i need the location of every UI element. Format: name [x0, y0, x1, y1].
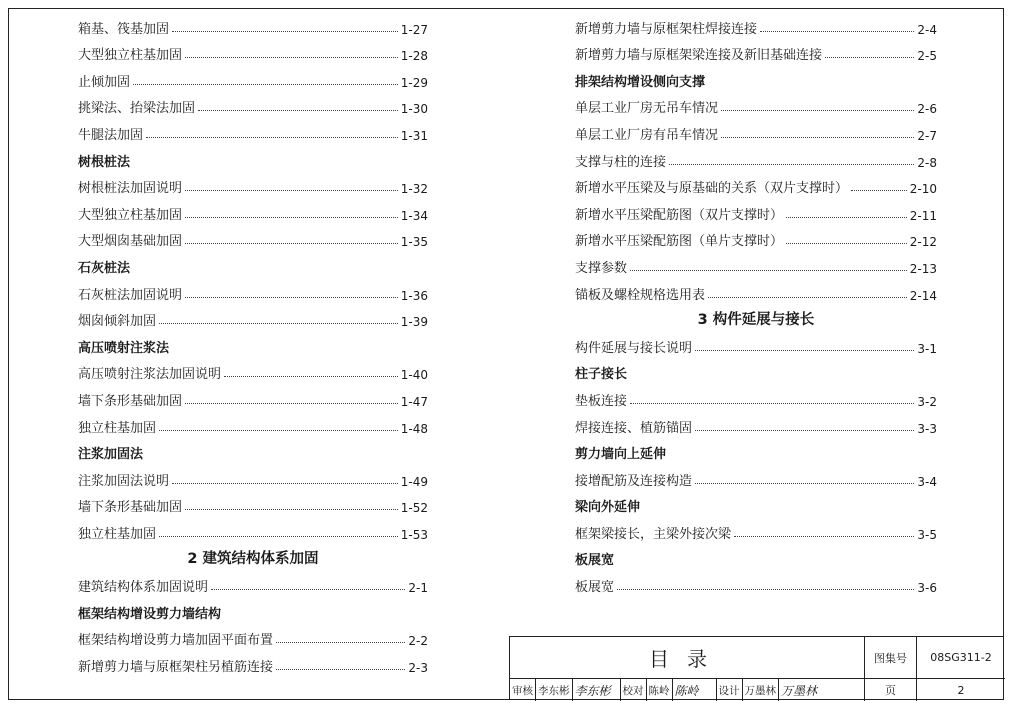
toc-entry-page: 1-34 — [400, 208, 428, 223]
toc-entry — [575, 515, 937, 542]
signature-row — [510, 679, 865, 701]
toc-entry-title: 建筑结构体系加固说明 — [78, 580, 209, 596]
toc-entry — [575, 462, 937, 489]
toc-entry — [575, 37, 937, 64]
dot-leader — [695, 350, 914, 351]
title-block — [509, 636, 1004, 700]
toc-entry-title: 支撑与柱的连接 — [575, 154, 667, 170]
toc-entry — [575, 116, 937, 143]
dot-leader — [708, 297, 907, 298]
toc-entry — [575, 568, 937, 595]
toc-entry — [575, 409, 937, 436]
toc-entry-title: 垫板连接 — [575, 393, 628, 409]
toc-entry-page: 2-2 — [408, 634, 428, 649]
toc-entry-page: 1-31 — [400, 128, 428, 143]
reviewer-signature: 李东彬 — [573, 679, 621, 701]
designer-name: 万墨林 — [743, 679, 780, 701]
toc-section-heading: 梁向外延伸 — [575, 500, 641, 516]
toc-entry-page: 2-10 — [909, 182, 937, 197]
dot-leader — [146, 137, 398, 138]
toc-entry-title: 新增水平压梁及与原基础的关系（双片支撑时） — [575, 181, 849, 197]
toc-entry — [78, 170, 428, 197]
toc-entry-page: 2-12 — [909, 235, 937, 250]
toc-section-heading: 柱子接长 — [575, 367, 628, 383]
toc-entry-page: 2-13 — [909, 261, 937, 276]
toc-entry-page: 1-35 — [400, 235, 428, 250]
title-block-title: 目录 — [510, 637, 865, 679]
dot-leader — [734, 536, 914, 537]
toc-entry — [78, 63, 428, 90]
toc-chapter-title: 3 构件延展与接长 — [697, 312, 815, 329]
toc-entry-page: 1-39 — [400, 315, 428, 330]
dot-leader — [630, 270, 907, 271]
toc-entry — [575, 329, 937, 356]
dot-leader — [276, 669, 405, 670]
toc-entry-page: 2-5 — [917, 49, 937, 64]
toc-entry-title: 大型烟囱基础加固 — [78, 234, 183, 250]
toc-section-heading: 注浆加固法 — [78, 447, 144, 463]
toc-entry-page: 2-1 — [408, 581, 428, 596]
dot-leader — [185, 217, 398, 218]
dot-leader — [198, 110, 398, 111]
toc-entry-page: 1-27 — [400, 22, 428, 37]
toc-entry — [78, 196, 428, 223]
checker-signature: 陈岭 — [673, 679, 717, 701]
dot-leader — [159, 536, 398, 537]
toc-section-heading: 树根桩法 — [78, 154, 131, 170]
toc-entry-page: 1-52 — [400, 501, 428, 516]
reviewer-label: 审核 — [510, 679, 536, 701]
toc-entry-title: 大型独立柱基加固 — [78, 48, 183, 64]
reviewer-name: 李东彬 — [536, 679, 573, 701]
toc-entry-page: 1-40 — [400, 368, 428, 383]
toc-entry-title: 框架结构增设剪力墙加固平面布置 — [78, 633, 274, 649]
toc-entry-title: 单层工业厂房无吊车情况 — [575, 101, 719, 117]
toc-entry-title: 箱基、筏基加固 — [78, 21, 170, 37]
toc-entry-page: 1-30 — [400, 102, 428, 117]
toc-entry-title: 构件延展与接长说明 — [575, 340, 693, 356]
page-label: 页 — [865, 679, 917, 701]
page-number: 2 — [957, 683, 965, 697]
dot-leader — [172, 31, 398, 32]
toc-entry-page: 1-47 — [400, 394, 428, 409]
toc-entry-title: 注浆加固法说明 — [78, 473, 170, 489]
toc-entry — [78, 276, 428, 303]
toc-section-heading: 框架结构增设剪力墙结构 — [78, 606, 222, 622]
toc-entry-title: 框架梁接长，主梁外接次梁 — [575, 526, 732, 542]
toc-entry — [78, 462, 428, 489]
toc-entry-title: 高压喷射注浆法加固说明 — [78, 367, 222, 383]
dot-leader — [721, 110, 914, 111]
toc-entry — [78, 648, 428, 675]
toc-entry-title: 单层工业厂房有吊车情况 — [575, 127, 719, 143]
toc-section-heading: 石灰桩法 — [78, 260, 131, 276]
checker-label: 校对 — [621, 679, 647, 701]
toc-entry — [78, 382, 428, 409]
dot-leader — [185, 243, 398, 244]
dot-leader — [760, 31, 914, 32]
toc-entry — [78, 116, 428, 143]
toc-entry-title: 烟囱倾斜加固 — [78, 314, 157, 330]
toc-section-heading: 剪力墙向上延伸 — [575, 447, 667, 463]
toc-entry — [575, 276, 937, 303]
toc-section-heading: 板展宽 — [575, 553, 615, 569]
toc-entry-page: 2-14 — [909, 288, 937, 303]
toc-entry — [78, 568, 428, 595]
dot-leader — [159, 323, 398, 324]
dot-leader — [185, 190, 398, 191]
toc-entry-page: 3-6 — [917, 581, 937, 596]
toc-entry — [575, 223, 937, 250]
toc-entry-page: 2-8 — [917, 155, 937, 170]
dot-leader — [617, 589, 914, 590]
toc-chapter-title: 2 建筑结构体系加固 — [187, 551, 319, 568]
toc-entry-title: 石灰桩法加固说明 — [78, 287, 183, 303]
dot-leader — [669, 164, 914, 165]
toc-entry — [78, 489, 428, 516]
toc-entry-page: 1-53 — [400, 527, 428, 542]
toc-entry-title: 墙下条形基础加固 — [78, 500, 183, 516]
toc-entry-page: 3-3 — [917, 421, 937, 436]
toc-entry-page: 3-4 — [917, 474, 937, 489]
dot-leader — [172, 483, 398, 484]
dot-leader — [630, 403, 914, 404]
toc-entry-title: 墙下条形基础加固 — [78, 393, 183, 409]
toc-entry — [78, 37, 428, 64]
toc-entry — [575, 170, 937, 197]
toc-entry-title: 板展宽 — [575, 580, 615, 596]
toc-entry — [78, 515, 428, 542]
dot-leader — [786, 217, 907, 218]
dot-leader — [185, 297, 398, 298]
toc-entry — [78, 356, 428, 383]
dot-leader — [276, 642, 405, 643]
toc-entry-page: 2-11 — [909, 208, 937, 223]
toc-entry-page: 1-29 — [400, 75, 428, 90]
toc-section-heading: 排架结构增设侧向支撑 — [575, 74, 706, 90]
toc-entry-title: 独立柱基加固 — [78, 420, 157, 436]
dot-leader — [185, 509, 398, 510]
toc-entry-page: 2-7 — [917, 128, 937, 143]
atlas-label: 图集号 — [865, 637, 917, 679]
toc-entry-title: 大型独立柱基加固 — [78, 207, 183, 223]
toc-entry-title: 独立柱基加固 — [78, 526, 157, 542]
toc-entry — [78, 10, 428, 37]
atlas-number: 08SG311-2 — [917, 637, 1005, 679]
toc-entry — [575, 249, 937, 276]
toc-entry — [78, 303, 428, 330]
dot-leader — [695, 483, 914, 484]
toc-right-column — [575, 10, 937, 595]
dot-leader — [224, 376, 398, 377]
toc-entry-title: 止倾加固 — [78, 74, 131, 90]
toc-entry-page: 3-2 — [917, 394, 937, 409]
toc-entry-page: 3-5 — [917, 527, 937, 542]
dot-leader — [721, 137, 914, 138]
toc-entry — [78, 409, 428, 436]
toc-entry-title: 新增水平压梁配筋图（单片支撑时） — [575, 234, 784, 250]
toc-entry-page: 1-32 — [400, 182, 428, 197]
toc-entry-title: 支撑参数 — [575, 260, 628, 276]
toc-entry-page: 3-1 — [917, 341, 937, 356]
dot-leader — [211, 589, 405, 590]
checker-name: 陈岭 — [647, 679, 673, 701]
toc-entry — [575, 10, 937, 37]
toc-entry — [575, 143, 937, 170]
dot-leader — [185, 403, 398, 404]
toc-entry — [575, 382, 937, 409]
toc-entry-title: 新增剪力墙与原框架梁连接及新旧基础连接 — [575, 48, 823, 64]
dot-leader — [133, 84, 398, 85]
toc-entry-page: 1-36 — [400, 288, 428, 303]
dot-leader — [786, 243, 907, 244]
designer-label: 设计 — [717, 679, 743, 701]
dot-leader — [159, 430, 398, 431]
dot-leader — [185, 57, 398, 58]
toc-entry-title: 牛腿法加固 — [78, 127, 144, 143]
dot-leader — [825, 57, 914, 58]
toc-entry-title: 焊接连接、植筋锚固 — [575, 420, 693, 436]
toc-entry-page: 1-28 — [400, 49, 428, 64]
toc-entry-title: 接增配筋及连接构造 — [575, 473, 693, 489]
designer-signature: 万墨林 — [781, 683, 818, 698]
toc-left-column — [78, 10, 428, 675]
toc-entry — [78, 622, 428, 649]
toc-entry-page: 1-48 — [400, 421, 428, 436]
toc-entry-page: 2-6 — [917, 102, 937, 117]
toc-entry-title: 新增剪力墙与原框架柱焊接连接 — [575, 21, 758, 37]
toc-entry-page: 2-4 — [917, 22, 937, 37]
toc-entry — [575, 90, 937, 117]
toc-entry-title: 新增水平压梁配筋图（双片支撑时） — [575, 207, 784, 223]
toc-section-heading: 高压喷射注浆法 — [78, 340, 170, 356]
toc-entry — [78, 90, 428, 117]
toc-entry — [575, 196, 937, 223]
toc-entry-title: 锚板及螺栓规格选用表 — [575, 287, 706, 303]
toc-entry-title: 树根桩法加固说明 — [78, 181, 183, 197]
toc-entry — [78, 223, 428, 250]
dot-leader — [851, 190, 907, 191]
toc-entry-title: 新增剪力墙与原框架柱另植筋连接 — [78, 659, 274, 675]
dot-leader — [695, 430, 914, 431]
toc-entry-page: 1-49 — [400, 474, 428, 489]
toc-entry-page: 2-3 — [408, 660, 428, 675]
toc-entry-title: 挑梁法、抬梁法加固 — [78, 101, 196, 117]
